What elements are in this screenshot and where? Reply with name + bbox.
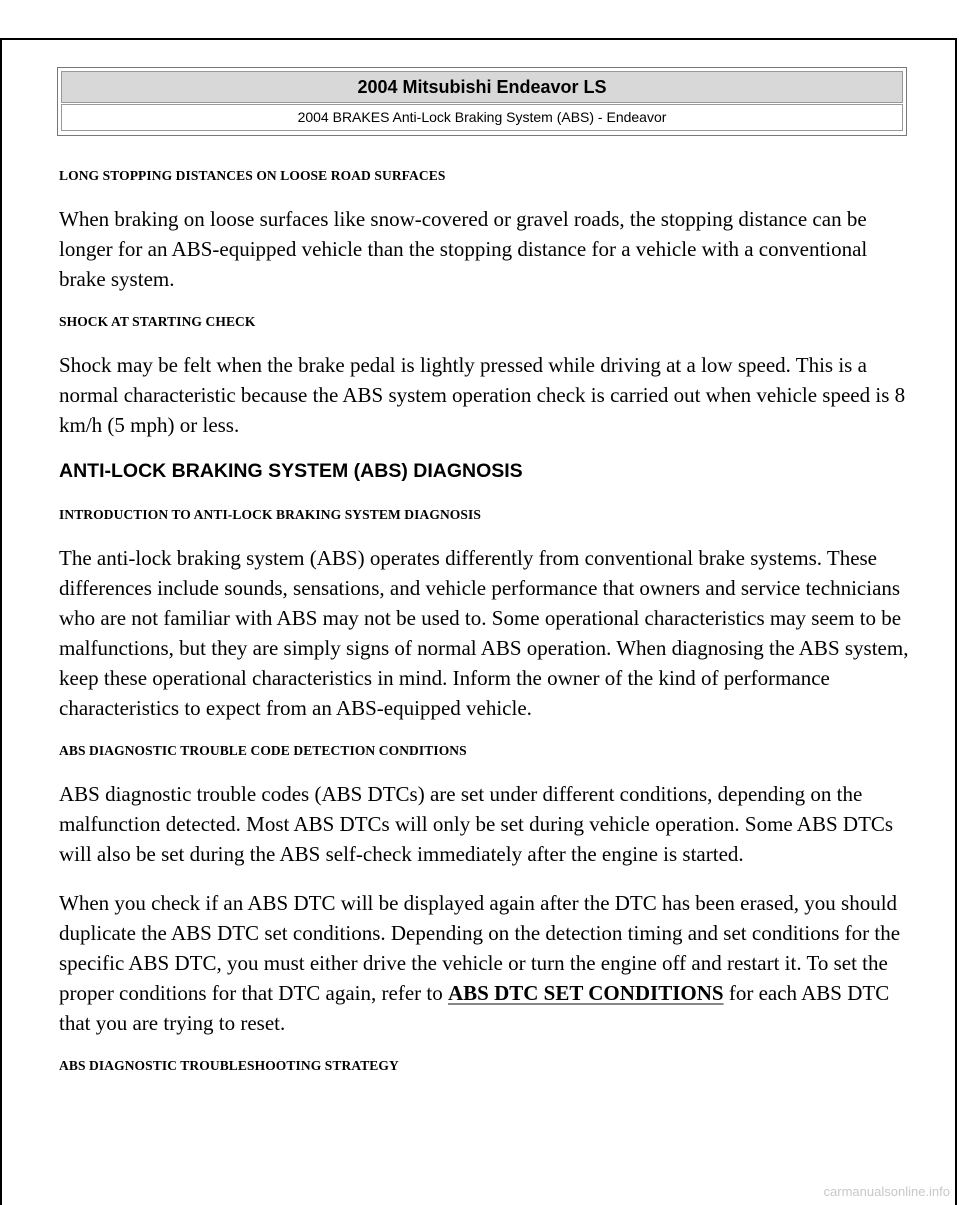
dtc-text-before-link: When you check if an ABS DTC will be displayed again after the DTC has been erased, you should duplicate the ABS DTC set conditions. Depending on the detection timing and set conditions for the specific ABS DTC, you must either drive the vehicle or turn the engine off and restart it. To set the proper conditions for that DTC again, refer to <box>59 891 901 1005</box>
watermark: carmanualsonline.info <box>823 1184 950 1199</box>
paragraph-dtc-conditions-1: ABS diagnostic trouble codes (ABS DTCs) are set under different conditions, depending on the malfunction detected. Most ABS DTCs will only be set during vehicle operation. Some ABS DTCs will also be set during the ABS self-check immediately after the engine is started. <box>59 782 894 866</box>
heading-introduction: INTRODUCTION TO ANTI-LOCK BRAKING SYSTEM DIAGNOSIS <box>59 507 481 522</box>
dtc-text-after-link: for each ABS DTC that you are trying to reset. <box>59 981 890 1035</box>
heading-troubleshooting-strategy: ABS DIAGNOSTIC TROUBLESHOOTING STRATEGY <box>59 1058 399 1073</box>
document-header <box>57 67 907 136</box>
heading-shock-check: SHOCK AT STARTING CHECK <box>59 314 256 329</box>
heading-abs-diagnosis: ANTI-LOCK BRAKING SYSTEM (ABS) DIAGNOSIS <box>59 460 523 482</box>
section-title: 2004 BRAKES Anti-Lock Braking System (ABS) - Endeavor <box>61 104 903 131</box>
heading-long-stopping: LONG STOPPING DISTANCES ON LOOSE ROAD SURFACES <box>59 168 446 183</box>
paragraph-introduction: The anti-lock braking system (ABS) operates differently from conventional brake systems. These differences include sounds, sensations, and vehicle performance that owners and service technicians who are not familiar with ABS may not be used to. Some operational characteristics may seem to be malfunctions, but they are simply signs of normal ABS operation. When diagnosing the ABS system, keep these operational characteristics in mind. Inform the owner of the kind of performance characteristics to expect from an ABS-equipped vehicle. <box>59 546 909 720</box>
paragraph-shock-check: Shock may be felt when the brake pedal is lightly pressed while driving at a low speed. This is a normal characteristic because the ABS system operation check is carried out when vehicle speed is 8 km/h (5 mph) or less. <box>59 353 906 437</box>
document-body <box>59 168 909 1094</box>
paragraph-dtc-conditions-2 <box>59 888 909 1038</box>
vehicle-title: 2004 Mitsubishi Endeavor LS <box>61 71 903 103</box>
heading-dtc-conditions: ABS DIAGNOSTIC TROUBLE CODE DETECTION CONDITIONS <box>59 743 467 758</box>
abs-dtc-set-conditions-link[interactable]: ABS DTC SET CONDITIONS <box>447 981 724 1005</box>
paragraph-long-stopping: When braking on loose surfaces like snow-covered or gravel roads, the stopping distance can be longer for an ABS-equipped vehicle than the stopping distance for a vehicle with a conventional brake system. <box>59 207 868 291</box>
